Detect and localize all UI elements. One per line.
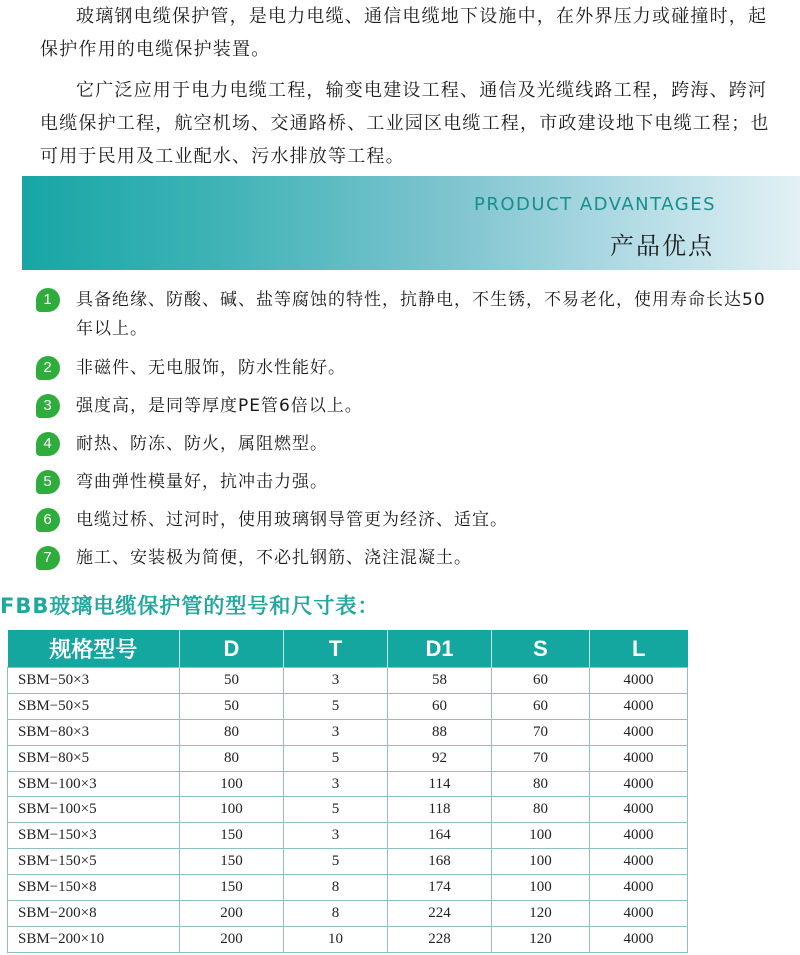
- advantage-item: [36, 392, 776, 420]
- cell-s: 100: [492, 849, 590, 875]
- table-row: [8, 719, 688, 745]
- advantage-text: 具备绝缘、防酸、碱、盐等腐蚀的特性，抗静电，不生锈，不易老化，使用寿命长达50年以上。: [76, 290, 766, 339]
- spec-table: [7, 630, 688, 953]
- number-badge-icon: 6: [36, 508, 60, 532]
- header-d: D: [180, 630, 284, 668]
- cell-d: 150: [180, 823, 284, 849]
- cell-s: 70: [492, 719, 590, 745]
- cell-d: 100: [180, 797, 284, 823]
- cell-l: 4000: [590, 901, 688, 927]
- cell-l: 4000: [590, 745, 688, 771]
- table-header-row: [8, 630, 688, 668]
- cell-model: SBM−80×3: [8, 719, 180, 745]
- cell-t: 8: [284, 875, 388, 901]
- intro-section: [40, 0, 780, 173]
- cell-model: SBM−80×5: [8, 745, 180, 771]
- table-row: [8, 926, 688, 952]
- number-badge-icon: 2: [36, 356, 60, 380]
- table-row: [8, 668, 688, 694]
- cell-d1: 88: [388, 719, 492, 745]
- intro-paragraph-2: 它广泛应用于电力电缆工程，输变电建设工程、通信及光缆线路工程，跨海、跨河电缆保护工程，航空机场、交通路桥、工业园区电缆工程，市政建设地下电缆工程；也可用于民用及工业配水、污水排放等工程。: [40, 80, 770, 167]
- advantage-text: 电缆过桥、过河时，使用玻璃钢导管更为经济、适宜。: [76, 510, 508, 530]
- cell-d: 150: [180, 849, 284, 875]
- table-body: [8, 668, 688, 953]
- advantage-text: 强度高，是同等厚度PE管6倍以上。: [76, 396, 363, 416]
- table-row: [8, 745, 688, 771]
- cell-d1: 174: [388, 875, 492, 901]
- cell-d1: 118: [388, 797, 492, 823]
- cell-model: SBM−200×10: [8, 926, 180, 952]
- cell-t: 5: [284, 849, 388, 875]
- cell-l: 4000: [590, 771, 688, 797]
- cell-t: 8: [284, 901, 388, 927]
- cell-d: 150: [180, 875, 284, 901]
- cell-s: 60: [492, 693, 590, 719]
- cell-l: 4000: [590, 875, 688, 901]
- advantage-item: [36, 286, 776, 344]
- advantage-item: [36, 506, 776, 534]
- cell-model: SBM−150×3: [8, 823, 180, 849]
- cell-d: 200: [180, 926, 284, 952]
- cell-s: 80: [492, 797, 590, 823]
- cell-l: 4000: [590, 668, 688, 694]
- number-badge-icon: 7: [36, 546, 60, 570]
- table-row: [8, 693, 688, 719]
- table-row: [8, 849, 688, 875]
- cell-t: 3: [284, 771, 388, 797]
- product-advantages-banner: [22, 176, 800, 270]
- header-s: S: [492, 630, 590, 668]
- advantage-item: [36, 430, 776, 458]
- number-badge-icon: 5: [36, 470, 60, 494]
- cell-d1: 224: [388, 901, 492, 927]
- cell-d1: 60: [388, 693, 492, 719]
- cell-t: 10: [284, 926, 388, 952]
- cell-l: 4000: [590, 823, 688, 849]
- cell-l: 4000: [590, 719, 688, 745]
- advantage-item: [36, 544, 776, 572]
- cell-d: 50: [180, 668, 284, 694]
- cell-d1: 168: [388, 849, 492, 875]
- number-badge-icon: 3: [36, 394, 60, 418]
- number-badge-icon: 4: [36, 432, 60, 456]
- cell-d: 100: [180, 771, 284, 797]
- cell-model: SBM−100×3: [8, 771, 180, 797]
- cell-l: 4000: [590, 797, 688, 823]
- cell-s: 60: [492, 668, 590, 694]
- cell-t: 5: [284, 797, 388, 823]
- advantage-item: [36, 354, 776, 382]
- cell-l: 4000: [590, 849, 688, 875]
- cell-d: 200: [180, 901, 284, 927]
- number-badge-icon: 1: [36, 288, 60, 312]
- cell-d1: 228: [388, 926, 492, 952]
- cell-model: SBM−50×3: [8, 668, 180, 694]
- cell-model: SBM−200×8: [8, 901, 180, 927]
- cell-s: 120: [492, 926, 590, 952]
- table-row: [8, 875, 688, 901]
- header-t: T: [284, 630, 388, 668]
- table-row: [8, 901, 688, 927]
- cell-d: 80: [180, 745, 284, 771]
- cell-d: 80: [180, 719, 284, 745]
- cell-t: 5: [284, 745, 388, 771]
- advantage-text: 弯曲弹性模量好，抗冲击力强。: [76, 472, 328, 492]
- cell-s: 100: [492, 823, 590, 849]
- header-l: L: [590, 630, 688, 668]
- advantage-text: 施工、安装极为简便，不必扎钢筋、浇注混凝土。: [76, 548, 472, 568]
- cell-d1: 114: [388, 771, 492, 797]
- cell-s: 100: [492, 875, 590, 901]
- cell-t: 3: [284, 823, 388, 849]
- advantage-text: 非磁件、无电服饰，防水性能好。: [76, 358, 346, 378]
- intro-paragraph-1: 玻璃钢电缆保护管，是电力电缆、通信电缆地下设施中，在外界压力或碰撞时，起保护作用的电缆保护装置。: [40, 6, 768, 60]
- cell-s: 70: [492, 745, 590, 771]
- advantage-item: [36, 468, 776, 496]
- table-row: [8, 797, 688, 823]
- cell-t: 5: [284, 693, 388, 719]
- advantages-list: [36, 286, 776, 572]
- header-model: 规格型号: [8, 630, 180, 668]
- banner-title-en: PRODUCT ADVANTAGES: [474, 194, 716, 215]
- cell-model: SBM−150×5: [8, 849, 180, 875]
- cell-l: 4000: [590, 926, 688, 952]
- cell-d: 50: [180, 693, 284, 719]
- cell-t: 3: [284, 668, 388, 694]
- cell-l: 4000: [590, 693, 688, 719]
- cell-model: SBM−150×8: [8, 875, 180, 901]
- cell-s: 120: [492, 901, 590, 927]
- cell-t: 3: [284, 719, 388, 745]
- table-row: [8, 823, 688, 849]
- spec-table-title: FBB玻璃电缆保护管的型号和尺寸表：: [0, 594, 380, 618]
- advantage-text: 耐热、防冻、防火，属阻燃型。: [76, 434, 328, 454]
- cell-d1: 92: [388, 745, 492, 771]
- header-d1: D1: [388, 630, 492, 668]
- banner-title-zh: 产品优点: [610, 232, 714, 260]
- cell-model: SBM−100×5: [8, 797, 180, 823]
- cell-d1: 58: [388, 668, 492, 694]
- cell-s: 80: [492, 771, 590, 797]
- cell-d1: 164: [388, 823, 492, 849]
- table-row: [8, 771, 688, 797]
- cell-model: SBM−50×5: [8, 693, 180, 719]
